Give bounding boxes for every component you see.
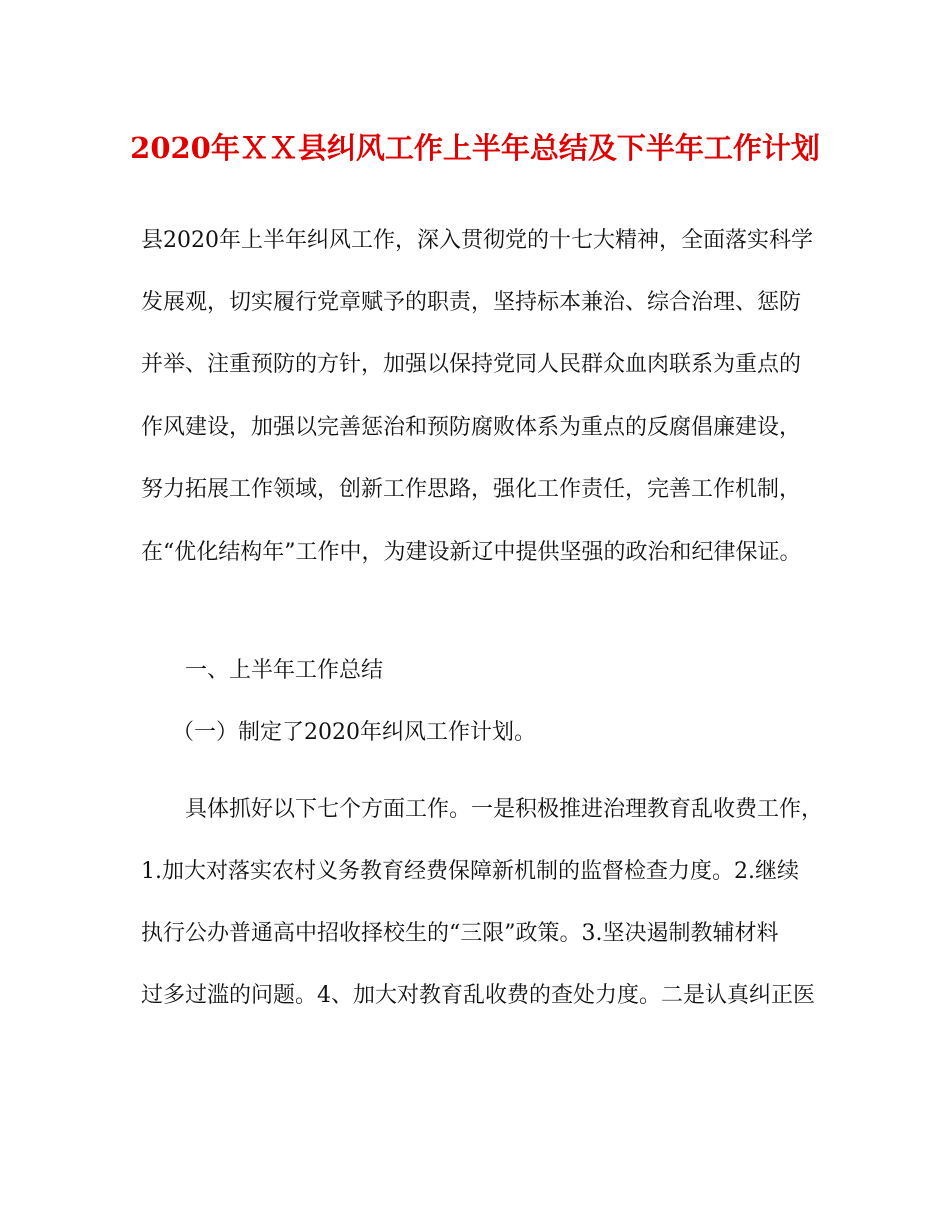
subsection-heading: （一）制定了2020年纠风工作计划。 (172, 720, 536, 745)
paragraph-line: 执行公办普通高中招收择校生的“三限”政策。3.坚决遏制教辅材料 (141, 921, 779, 946)
document-title: 2020年ＸＸ县纠风工作上半年总结及下半年工作计划 (130, 131, 820, 165)
paragraph-line: 在“优化结构年”工作中，为建设新辽中提供坚强的政治和纪律保证。 (141, 540, 802, 565)
paragraph-line: 县2020年上半年纠风工作，深入贯彻党的十七大精神，全面落实科学 (141, 228, 813, 253)
paragraph-line: 努力拓展工作领域，创新工作思路，强化工作责任，完善工作机制， (141, 477, 802, 502)
paragraph-line: 具体抓好以下七个方面工作。一是积极推进治理教育乱收费工作， (185, 797, 824, 822)
paragraph-line: 发展观，切实履行党章赋予的职责，坚持标本兼治、综合治理、惩防 (141, 290, 802, 315)
paragraph-line: 作风建设，加强以完善惩治和预防腐败体系为重点的反腐倡廉建设， (141, 415, 802, 440)
section-heading: 一、上半年工作总结 (185, 658, 384, 683)
paragraph-line: 1.加大对落实农村义务教育经费保障新机制的监督检查力度。2.继续 (141, 859, 799, 884)
paragraph-line: 并举、注重预防的方针，加强以保持党同人民群众血肉联系为重点的 (141, 352, 802, 377)
paragraph-line: 过多过滥的问题。4、加大对教育乱收费的查处力度。二是认真纠正医 (141, 983, 815, 1008)
